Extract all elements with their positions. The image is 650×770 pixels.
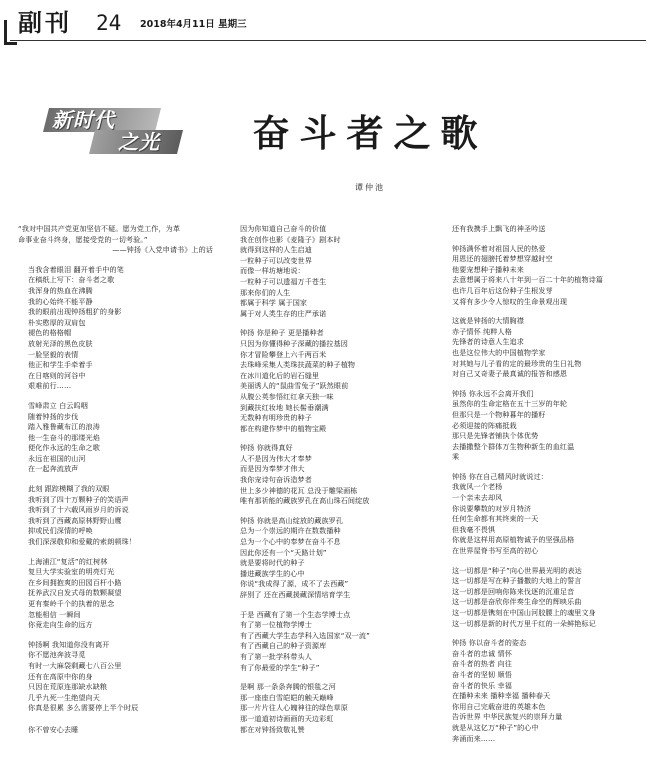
poem-line: 你真是很累 多么需要停上半个时辰 xyxy=(28,703,139,713)
column-logo xyxy=(34,100,182,158)
poem-line: 朴实憨厚的双肩包 xyxy=(28,317,86,327)
poem-line: 你不曾安心去睡 xyxy=(28,724,79,734)
poem-line: 你竟走向生命的远方 xyxy=(28,620,93,630)
poem-line: 几乎九死一生绝望向天 xyxy=(28,692,100,702)
poem-line: 在冰川道化后的岩石缝里 xyxy=(240,370,320,380)
poem-line: 总为一个心中的奉梦在奋斗不息 xyxy=(240,537,341,547)
poem-line: 用恩还的翅膀托着梦想穿越时空 xyxy=(452,254,553,264)
stanza-gap xyxy=(18,392,223,401)
poem-line: 我听到了四十万颗种子的笑语声 xyxy=(28,494,129,504)
poem-line: 任何生命都有其终束的一天 xyxy=(452,514,539,524)
stanza-gap xyxy=(442,463,647,472)
poem-line: 辞别了 还在西藏援藏深情培育学生 xyxy=(240,590,351,599)
poem-line: 先锋者的诗意人生追求 xyxy=(452,337,524,347)
poem-line: 便化作永远的生命之歌 xyxy=(28,443,100,453)
poem-line: 奔涌而来…… xyxy=(452,733,496,743)
poem-line: 就是要将时代的种子 xyxy=(240,558,305,568)
poem-line: 只因为你懂得种子深藏的播拉基因 xyxy=(240,338,348,348)
poem-line: 我听到了十六载风雨岁月的诉说 xyxy=(28,505,129,515)
poem-line: 永远在祖国的山河 xyxy=(28,453,86,463)
poem-line: 你说要攀数的对岁月特济 xyxy=(452,503,532,513)
poem-line: 但我毫不畏惧 xyxy=(452,524,496,534)
poem-line: 这就是钟扬的大情胸襟 xyxy=(452,316,524,326)
poem-line: 有了西藏自己的种子资源库 xyxy=(240,641,327,651)
poem-line: 这一切都是新的时代万里千红的一朵鲜艳标记 xyxy=(452,618,596,628)
article-title: 奋斗者之歌 xyxy=(252,111,488,155)
poem-line: 而是因为奉梦才伟大 xyxy=(240,464,305,474)
poem-line: 那一道道初诗画画的天边彩虹 xyxy=(240,713,334,723)
stanza-gap xyxy=(18,631,223,640)
poem-line: 有了第一位植物学博士 xyxy=(240,620,312,630)
poem-line: 就是从这亿万“种子”的心中 xyxy=(452,722,539,732)
poem-line: 我的眼前出现钟扬粗犷的身影 xyxy=(28,307,122,317)
poem-line: 必须迎接的阵痛抵栽 xyxy=(452,420,517,430)
poem-line: 美丽诱人的“鼠曲雪兔子”跃然眼前 xyxy=(240,381,349,391)
poem-line: 当我含着眼泪 翻开着手中的笔 xyxy=(28,264,124,274)
poem-line: 我你宠诗句奋诉造梦者 xyxy=(240,475,312,485)
poem-line: 无数种有明珍贵的种子 xyxy=(240,413,312,423)
poem-line: 抚养武汉自发式母的数颗凝望 xyxy=(28,588,122,598)
poem-line: 你才冒险攀登上六千两百米 xyxy=(240,349,327,359)
epigraph-source: ——钟扬《入党申请书》上的话 xyxy=(112,245,213,255)
poem-line: 有时一大麻袋剩藏七八百公里 xyxy=(28,660,122,670)
poem-line: 复旦大学实验室的明亮灯光 xyxy=(28,567,115,577)
poem-line: 奋斗者的坚韧 顺悟 xyxy=(452,669,512,679)
section-title: 副刊 xyxy=(18,9,72,37)
poem-line: 告诉世界 中华民族复兴的崇拜力量 xyxy=(452,712,563,722)
poem-line: 钟扬 你在自己精风时就说过： xyxy=(452,471,548,481)
poem-line: 你用自己完载奋进的英雄本色 xyxy=(452,701,546,711)
poem-line: 又将有多少令人惊叹的生命景观出现 xyxy=(452,296,568,306)
poem-line: 那只是先锋者铺执个体优势 xyxy=(452,431,539,441)
poem-line: 我的心始终不能平静 xyxy=(28,296,93,306)
poem-line: 这一切都是“种子”向心世界最光明的表达 xyxy=(452,565,582,575)
poem-line: 我们深深敬仰和爱戴的索朗顿珠！ xyxy=(28,537,136,547)
poem-line: 他正和学生手牵着手 xyxy=(28,360,93,370)
poem-line: 那一座座白雪皑皑的触天巅峰 xyxy=(240,692,334,702)
poem-line: 从腹公英参悟红红拿天独一味 xyxy=(240,391,334,401)
poem-line: 我就风一个老杨 xyxy=(452,482,503,492)
poem-line: 放射光泽的黑色皮肤 xyxy=(28,338,93,348)
poem-line: 你就是这样用高原植物诚予的坚强品格 xyxy=(452,535,575,545)
masthead xyxy=(0,0,650,44)
poem-column-3 xyxy=(442,224,647,744)
poem-line: 这一切都是奋欣你伴奏生命空的辉映乐曲 xyxy=(452,597,582,607)
poem-line: 是啊 那一条条奔腾的银毯之河 xyxy=(240,682,336,692)
poem-line: 赤子情怀 纯粹人格 xyxy=(452,326,512,336)
poem-line: 到藏扶红妆地 她长髻垂潮满 xyxy=(240,402,329,412)
poem-line: 在稿纸上写下：奋斗者之歌 xyxy=(28,275,115,285)
stanza-gap xyxy=(230,319,435,328)
poem-line: 钟扬啊 我知道你没有离开 xyxy=(28,639,110,649)
poem-line: 乘 xyxy=(452,452,460,462)
poem-line: 我浑身的热血在沸腾 xyxy=(28,285,93,295)
poem-line: 艰难前行…… xyxy=(28,381,72,391)
poem-line: 钟扬 你就得真好 xyxy=(240,443,293,453)
poem-line: 只因在荒原连那缺水缺粮 xyxy=(28,682,108,692)
stanza-gap xyxy=(230,434,435,443)
poem-line: 这一切都是镌刻在中国山河胶腰上的魂里文身 xyxy=(452,608,596,617)
poem-line: 世上多少神德的花瓦 总没于雕梁画栋 xyxy=(240,485,358,495)
poem-line: 奋斗者的热者 向往 xyxy=(452,659,512,669)
poem-line: 也是这位伟大的中国植物学家 xyxy=(452,347,546,357)
masthead-bracket xyxy=(4,20,17,45)
stanza-gap xyxy=(18,256,223,265)
poem-line: 在一起奔流放声 xyxy=(28,464,79,474)
poem-line: 就得到这样的人生启迪 xyxy=(240,245,312,255)
poem-column-1 xyxy=(18,224,223,735)
poem-line: 那一片片往人心魄神往的绿色草原 xyxy=(240,703,348,713)
poem-line: 他一生奋斗的那缕光焰 xyxy=(28,432,100,442)
poem-line: 抑或民们深情的呼唤 xyxy=(28,526,93,536)
poem-line: 钟扬满怀着对祖国人民的热爱 xyxy=(452,243,546,253)
stanza-gap xyxy=(230,507,435,516)
poem-line: 在乡间拥抱爽的田园百杆小路 xyxy=(28,577,122,587)
poem-line: 钟扬 你以奋斗者的姿态 xyxy=(452,638,527,648)
poem-line: 唯有那祈能的藏族罗孔在高山珠石间绽放 xyxy=(240,496,370,506)
poem-line: 在世界屋脊书写至高的初心 xyxy=(452,546,539,556)
poem-line: 忽能相信 一瞬间 xyxy=(28,609,81,619)
article-author: 谭仲池 xyxy=(355,183,385,192)
stanza-gap xyxy=(442,629,647,638)
poem-line: 对自己又奇妻子最真诚的报答和感恩 xyxy=(452,369,568,379)
poem-line: 但那只是一个物种暮年的播籽 xyxy=(452,409,546,419)
poem-line: 还有在高原中你的身 xyxy=(28,671,93,681)
epigraph-line: 命事业奋斗终身，愿接受党的一切考验。” xyxy=(18,234,148,244)
stanza-gap xyxy=(18,548,223,557)
logo-text-line1: 新时代 xyxy=(52,108,115,132)
poem-line: 这一切都是回响你陈来伐逐的沉重足音 xyxy=(452,586,575,596)
page-number: 24 xyxy=(96,11,122,35)
poem-line: 属于对人类生存的庄严承诺 xyxy=(240,308,327,318)
masthead-rule xyxy=(10,40,646,41)
poem-line: 也许几百年后这份种子生根发芽 xyxy=(452,285,553,295)
poem-line: 播进藏族学生的心中 xyxy=(240,568,305,578)
poem-column-2 xyxy=(230,224,435,735)
poem-line: 钟扬 你是种子 更是播种者 xyxy=(240,328,324,338)
poem-line: 于是 西藏有了第一个生态学博士点 xyxy=(240,609,351,619)
poem-line: 雪峰肃立 白云呜咽 xyxy=(28,400,88,410)
poem-line: 他要宠想种子播种未来 xyxy=(452,264,524,274)
poem-line: 人不是因为伟大才奉梦 xyxy=(240,453,312,463)
poem-line: 随着钟扬的步伐 xyxy=(28,411,79,421)
poem-line: 这一切都是写在种子播撒的大地上的誓言 xyxy=(452,576,582,586)
poem-line: 一粒种子可以遗福万千苍生 xyxy=(240,276,327,286)
poem-line: 去珠峰采集人类珠扶蔬菜的种子植物 xyxy=(240,360,356,370)
stanza-gap xyxy=(442,380,647,389)
stanza-gap xyxy=(230,601,435,610)
poem-line: 去播撒整个群体万生物种新生的血红温 xyxy=(452,441,575,451)
poem-line: 有了西藏大学生态学科入选国家“双一流” xyxy=(240,630,370,640)
poem-line: 钟扬 你永远不会离开我们 xyxy=(452,388,534,398)
poem-line: 有了你最爱的学生“种子” xyxy=(240,662,320,672)
poem-line: 我在创作也影《麦隆子》剧本时 xyxy=(240,234,341,244)
poem-line: 还有我携手上飘飞的神圣吟送 xyxy=(452,224,546,233)
stanza-gap xyxy=(230,673,435,682)
poem-line: 踏入雅鲁藏布江的浪涛 xyxy=(28,422,100,432)
poem-line: 在播种未来 播种幸福 播种春天 xyxy=(452,691,551,701)
poem-line: 一脸坚毅的表情 xyxy=(28,349,79,359)
stanza-gap xyxy=(442,557,647,566)
poem-line: 有了第一批学科带头人 xyxy=(240,651,312,661)
poem-line: 而像一样坊塘地说： xyxy=(240,266,305,276)
poem-line: 你不愿池奔波寻觅 xyxy=(28,650,86,660)
poem-line: 因此你还有一个“天路计划” xyxy=(240,547,327,557)
poem-line: 因为你知道自己奋斗的价值 xyxy=(240,224,327,233)
poem-line: 都在对钟扬致敬礼赞 xyxy=(240,724,305,734)
poem-line: 更有秦岭千个的执着的思念 xyxy=(28,599,115,608)
poem-line: 那来你们的人生 xyxy=(240,287,291,297)
issue-date: 2018年4月11日 星期三 xyxy=(140,19,247,30)
poem-line: 总为一个崇远的期许在数数播种 xyxy=(240,526,341,536)
logo-text-line2: 之光 xyxy=(118,130,160,154)
poem-line: 你说“我成得了源，成不了去西藏” xyxy=(240,579,349,589)
stanza-gap xyxy=(442,307,647,316)
poem-line: 奋斗者的忠诚 情怀 xyxy=(452,648,512,658)
poem-line: 上海浦江“复活”的红树林 xyxy=(28,556,108,566)
poem-line: 我听到了西藏高原林野野山鹰 xyxy=(28,515,122,525)
poem-line: 一个亲未去却风 xyxy=(452,493,503,503)
poem-line: 奋斗者的快乐 幸福 xyxy=(452,680,512,690)
stanza-gap xyxy=(442,235,647,244)
epigraph-line: “我对中国共产党更加坚信不疑。愿为党工作，为革 xyxy=(18,224,181,233)
poem-line: 此刻 跟踪模糊了我的双眼 xyxy=(28,484,110,494)
poem-line xyxy=(18,714,223,725)
poem-line: 在日喀则的河谷中 xyxy=(28,370,86,380)
stanza-gap xyxy=(18,475,223,484)
poem-line: 去意想属于将来八十年到一百二十年的植物诗篇 xyxy=(452,275,604,285)
poem-line: 对其她与儿子看的定的最珍贵的生日礼物 xyxy=(452,358,582,368)
poem-line: 钟扬 你就是高山绽放的藏族罗孔 xyxy=(240,515,344,525)
poem-line: 虽然你的生命定格在五十三岁的年轮 xyxy=(452,399,568,409)
poem-line: 都在构建作梦中的植物宝殿 xyxy=(240,423,327,433)
poem-line: 一粒种子可以改变世界 xyxy=(240,255,312,265)
poem-line: 都属于科学 属于国家 xyxy=(240,298,308,308)
poem-line: 褪色的格格帽 xyxy=(28,328,72,338)
